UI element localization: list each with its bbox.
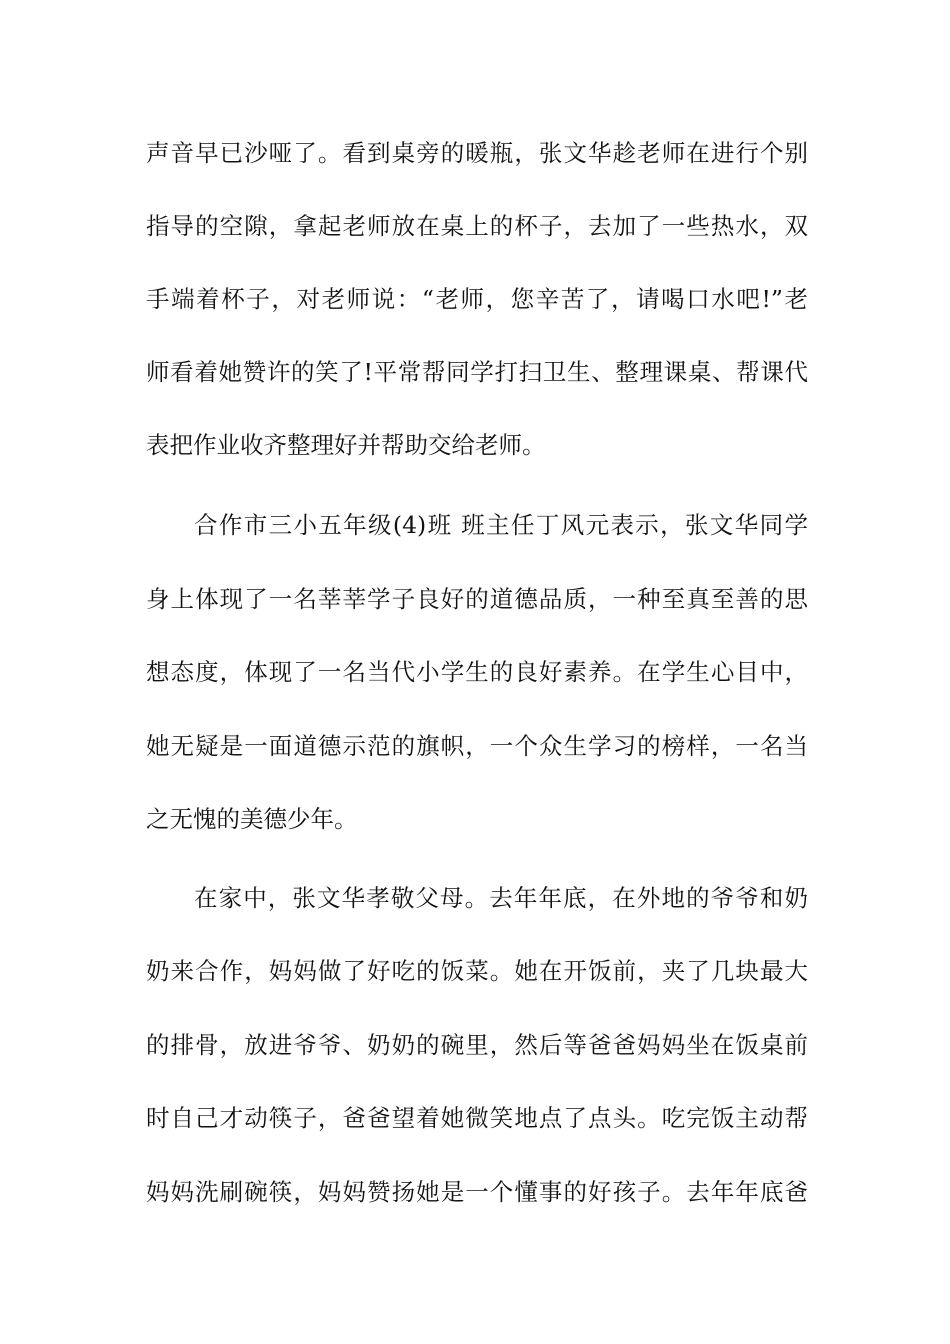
text-line: 指导的空隙，拿起老师放在桌上的杯子，去加了一些热水，双: [146, 212, 808, 240]
text-line: 手端着杯子，对老师说：“老师，您辛苦了，请喝口水吧!”老: [146, 285, 808, 313]
text-line: 妈妈洗刷碗筷，妈妈赞扬她是一个懂事的好孩子。去年年底爸: [146, 1178, 808, 1206]
text-line: 她无疑是一面道德示范的旗帜，一个众生学习的榜样，一名当: [146, 732, 808, 760]
text-line: 身上体现了一名莘莘学子良好的道德品质，一种至真至善的思: [146, 585, 808, 613]
text-line: 声音早已沙哑了。看到桌旁的暖瓶，张文华趁老师在进行个别: [146, 139, 808, 167]
text-line: 师看着她赞许的笑了!平常帮同学打扫卫生、整理课桌、帮课代: [146, 358, 808, 386]
text-line: 表把作业收齐整理好并帮助交给老师。: [146, 431, 546, 459]
text-line: 的排骨，放进爷爷、奶奶的碗里，然后等爸爸妈妈坐在饭桌前: [146, 1031, 808, 1059]
text-line: 之无愧的美德少年。: [146, 805, 358, 833]
text-line: 想态度，体现了一名当代小学生的良好素养。在学生心目中，: [146, 658, 808, 686]
paragraph-first-line: 在家中，张文华孝敬父母。去年年底，在外地的爷爷和奶: [194, 884, 808, 912]
text-line: 时自己才动筷子，爸爸望着她微笑地点了点头。吃完饭主动帮: [146, 1104, 808, 1132]
text-line: 奶来合作，妈妈做了好吃的饭菜。她在开饭前，夹了几块最大: [146, 957, 808, 985]
paragraph-first-line: 合作市三小五年级(4)班 班主任丁风元表示，张文华同学: [194, 511, 808, 539]
